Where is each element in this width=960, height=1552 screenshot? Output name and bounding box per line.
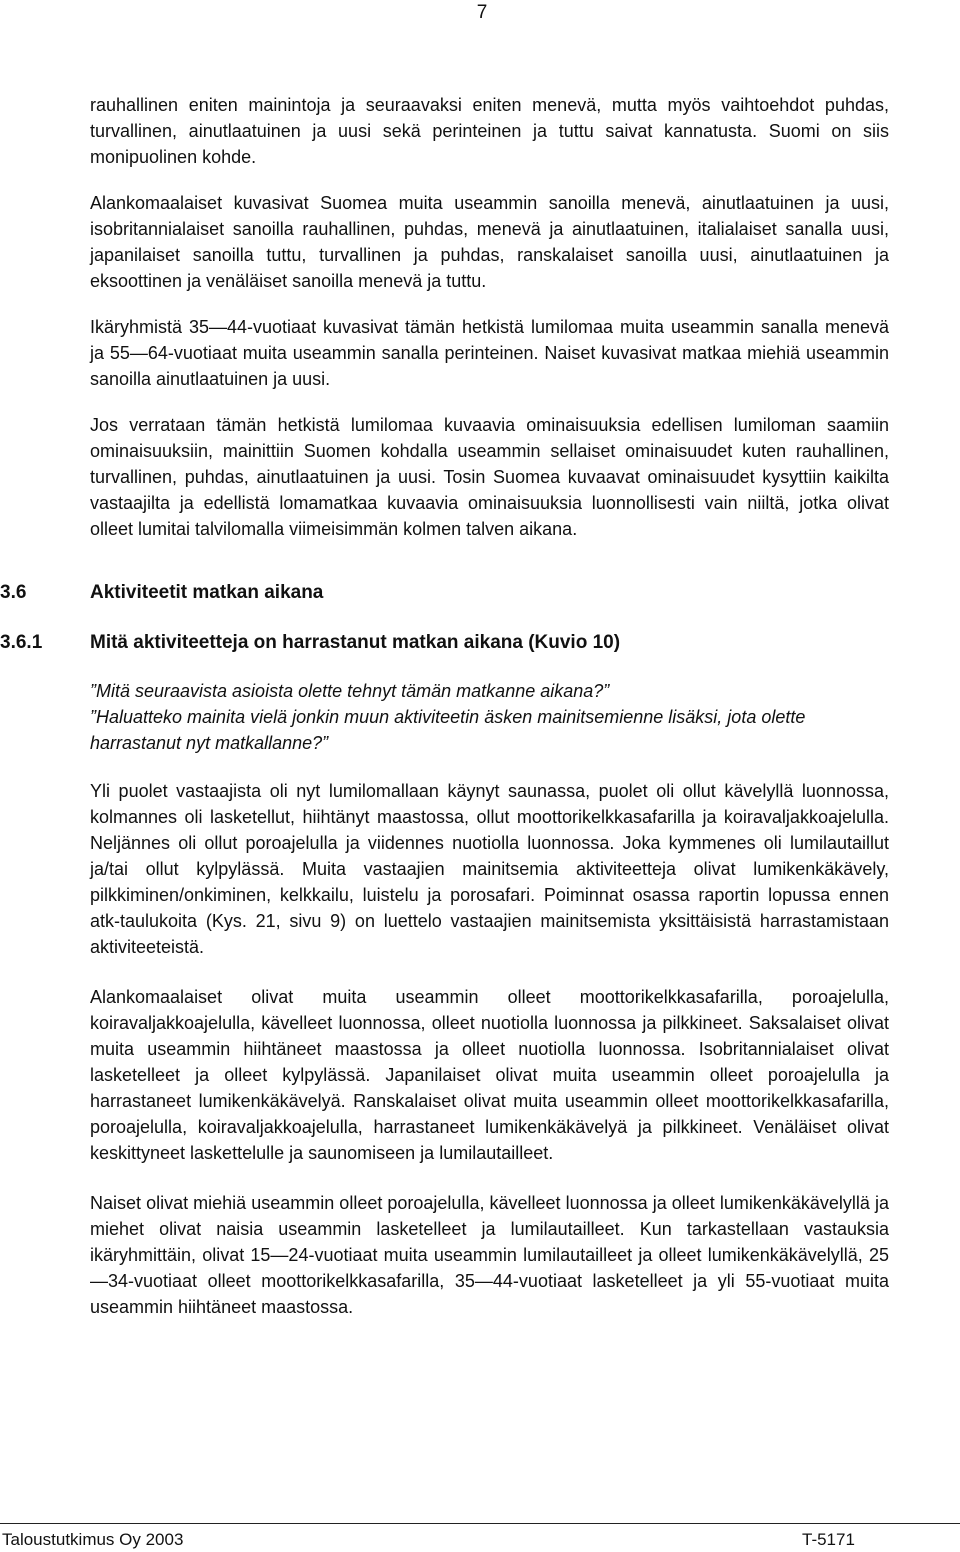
section-number: 3.6 [0, 582, 27, 603]
section-heading-3-6 [0, 580, 799, 606]
paragraph-1: rauhallinen eniten mainintoja ja seuraavaksi eniten menevä, mutta myös vaihtoehdot puhdas, turvallinen, ainutlaatuinen ja uusi sekä perinteinen ja tuttu saivat kannatusta. Suomi on siis monipuolinen kohde. [90, 95, 889, 167]
footer-divider [0, 1523, 960, 1524]
document-body [0, 92, 889, 1320]
footer-report-id: T-5171 [802, 1530, 855, 1549]
survey-question-2: ”Haluatteko mainita vielä jonkin muun aktiviteetin äsken mainitsemienne lisäksi, jota olette harrastanut nyt matkallanne?” [90, 707, 806, 753]
paragraph-6: Alankomaalaiset olivat muita useammin olleet moottorikelkkasafarilla, poroajelulla, koiravaljakkoajelulla, kävelleet luonnossa, olleet nuotiolla luonnossa ja pilkkineet. Saksalaiset olivat muita useammin hiihtäneet maastossa ja olleet nuotiolla luonnossa. Isobritannialaiset olivat lasketelleet ja olleet kylpylässä. Japanilaiset olivat muita useammin olleet poroajelulla ja harrastaneet lumikenkäkävelyä. Ranskalaiset olivat muita useammin olleet moottorikelkkasafarilla, poroajelulla, koiravaljakkoajelulla, harrastaneet lumikenkäkävelyä ja pilkkineet. Venäläiset olivat keskittyneet laskettelulle ja saunomiseen ja lumilautailleet. [90, 987, 889, 1163]
paragraph-3: Ikäryhmistä 35—44-vuotiaat kuvasivat tämän hetkistä lumilomaa muita useammin sanalla menevä ja 55—64-vuotiaat muita useammin sanalla perinteinen. Naiset kuvasivat matkaa miehiä useammin sanoilla ainutlaatuinen ja uusi. [90, 317, 889, 389]
subsection-number: 3.6.1 [0, 632, 43, 653]
paragraph-7: Naiset olivat miehiä useammin olleet poroajelulla, kävelleet luonnossa ja olleet lumikenkäkävelyllä ja miehet olivat naisia useammin lasketelleet ja lumilautailleet. Kun tarkastellaan vastauksia ikäryhmittäin, olivat 15—24-vuotiaat muita useammin lumilautailleet ja olleet lumikenkäkävelyllä, 25—34-vuotiaat olleet moottorikelkkasafarilla, 35—44-vuotiaat lasketelleet ja yli 55-vuotiaat muita useammin hiihtäneet maastossa. [90, 1193, 889, 1317]
subsection-title: Mitä aktiviteetteja on harrastanut matkan aikana (Kuvio 10) [90, 632, 621, 653]
subsection-heading-3-6-1 [0, 630, 799, 656]
footer-company: Taloustutkimus Oy 2003 [2, 1530, 184, 1549]
page-number: 7 [476, 2, 488, 23]
survey-questions [90, 678, 889, 756]
survey-question-1: ”Mitä seuraavista asioista olette tehnyt tämän matkanne aikana?” [90, 681, 610, 701]
paragraph-5: Yli puolet vastaajista oli nyt lumilomallaan käynyt saunassa, puolet oli ollut kävelyllä luonnossa, kolmannes oli lasketellut, hiihtänyt maastossa, ollut moottorikelkkasafarilla ja koiravaljakkoajelulla. Neljännes oli ollut poroajelulla ja viidennes nuotiolla luonnossa. Joka kymmenes oli lumilautaillut ja/tai ollut kylpylässä. Muita vastaajien mainitsemia aktiviteetteja olivat lumikenkäkävely, pilkkiminen/onkiminen, kelkkailu, luistelu ja porosafari. Poiminnat osassa raportin lopussa ennen atk-taulukoita (Kys. 21, sivu 9) on luettelo vastaajien mainitsemista yksittäisistä harrastamistaan aktiviteeteistä. [90, 781, 889, 957]
paragraph-2: Alankomaalaiset kuvasivat Suomea muita useammin sanoilla menevä, ainutlaatuinen ja uusi, isobritannialaiset sanoilla rauhallinen, puhdas, menevä ja ainutlaatuinen, italialaiset sanalla uusi, japanilaiset sanoilla tuttu, turvallinen ja puhdas, ranskalaiset sanoilla uusi, ainutlaatuinen ja eksoottinen ja venäläiset sanoilla menevä ja tuttu. [90, 193, 889, 291]
section-title: Aktiviteetit matkan aikana [90, 582, 324, 603]
paragraph-4: Jos verrataan tämän hetkistä lumilomaa kuvaavia ominaisuuksia edellisen lumiloman saamiin ominaisuuksiin, mainittiin Suomen kohdalla useammin sellaiset ominaisuudet kuten rauhallinen, turvallinen, puhdas, ainutlaatuinen ja uusi. Tosin Suomea kuvaavat ominaisuudet kysyttiin kaikilta vastaajilta ja edellistä lomamatkaa kuvaavia ominaisuuksia luonnollisesti vain niiltä, jotka olivat olleet lumitai talvilomalla viimeisimmän kolmen talven aikana. [90, 415, 889, 539]
